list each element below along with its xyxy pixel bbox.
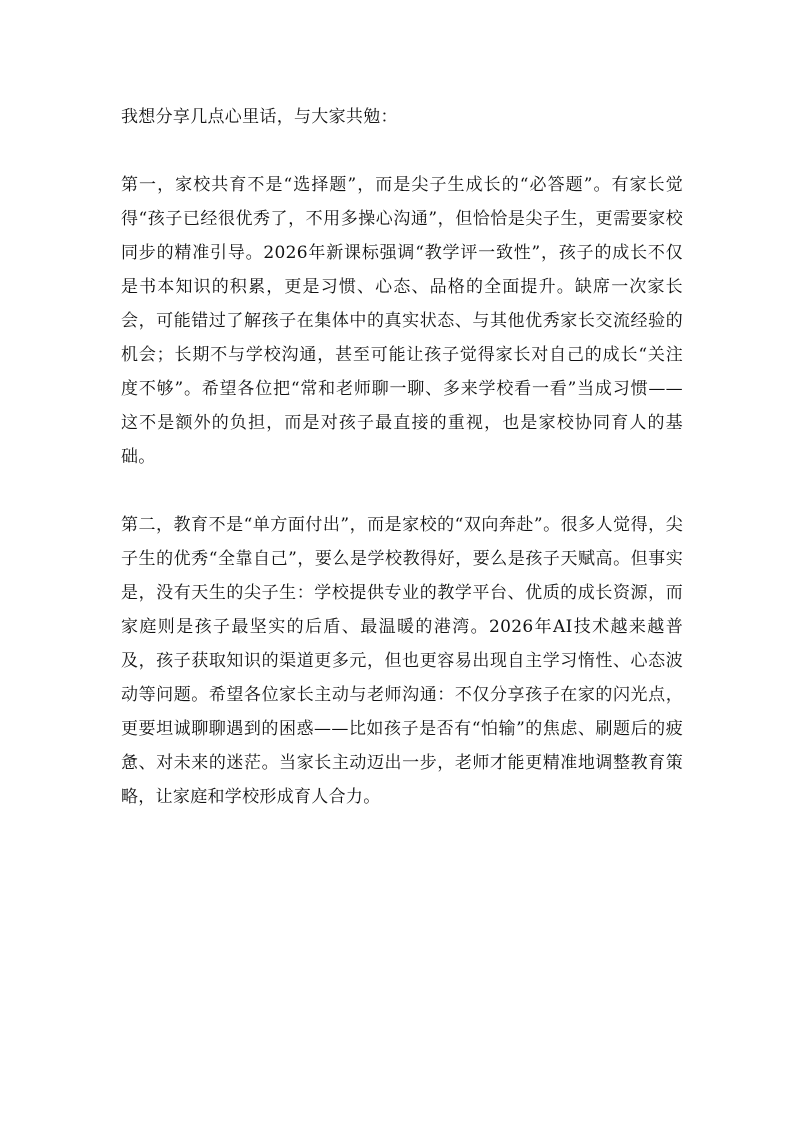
document-body: [121, 100, 683, 814]
intro-paragraph: 我想分享几点心里话，与大家共勉：: [121, 107, 398, 127]
paragraph-first: 第一，家校共育不是“选择题”，而是尖子生成长的“必答题”。有家长觉得“孩子已经很优秀了，不用多操心沟通”，但恰恰是尖子生，更需要家校同步的精准引导。2026年新课标强调“教学评一致性”，孩子的成长不仅是书本知识的积累，更是习惯、心态、品格的全面提升。缺席一次家长会，可能错过了解孩子在集体中的真实状态、与其他优秀家长交流经验的机会；长期不与学校沟通，甚至可能让孩子觉得家长对自己的成长“关注度不够”。希望各位把“常和老师聊一聊、多来学校看一看”当成习惯——这不是额外的负担，而是对孩子最直接的重视，也是家校协同育人的基础。: [121, 175, 683, 467]
paragraph-second: 第二，教育不是“单方面付出”，而是家校的“双向奔赴”。很多人觉得，尖子生的优秀“全靠自己”，要么是学校教得好，要么是孩子天赋高。但事实是，没有天生的尖子生：学校提供专业的教学平台、优质的成长资源，而家庭则是孩子最坚实的后盾、最温暖的港湾。2026年AI技术越来越普及，孩子获取知识的渠道更多元，但也更容易出现自主学习惰性、心态波动等问题。希望各位家长主动与老师沟通：不仅分享孩子在家的闪光点，更要坦诚聊聊遇到的困惑——比如孩子是否有“怕输”的焦虑、刷题后的疲惫、对未来的迷茫。当家长主动迈出一步，老师才能更精准地调整教育策略，让家庭和学校形成育人合力。: [121, 515, 683, 807]
